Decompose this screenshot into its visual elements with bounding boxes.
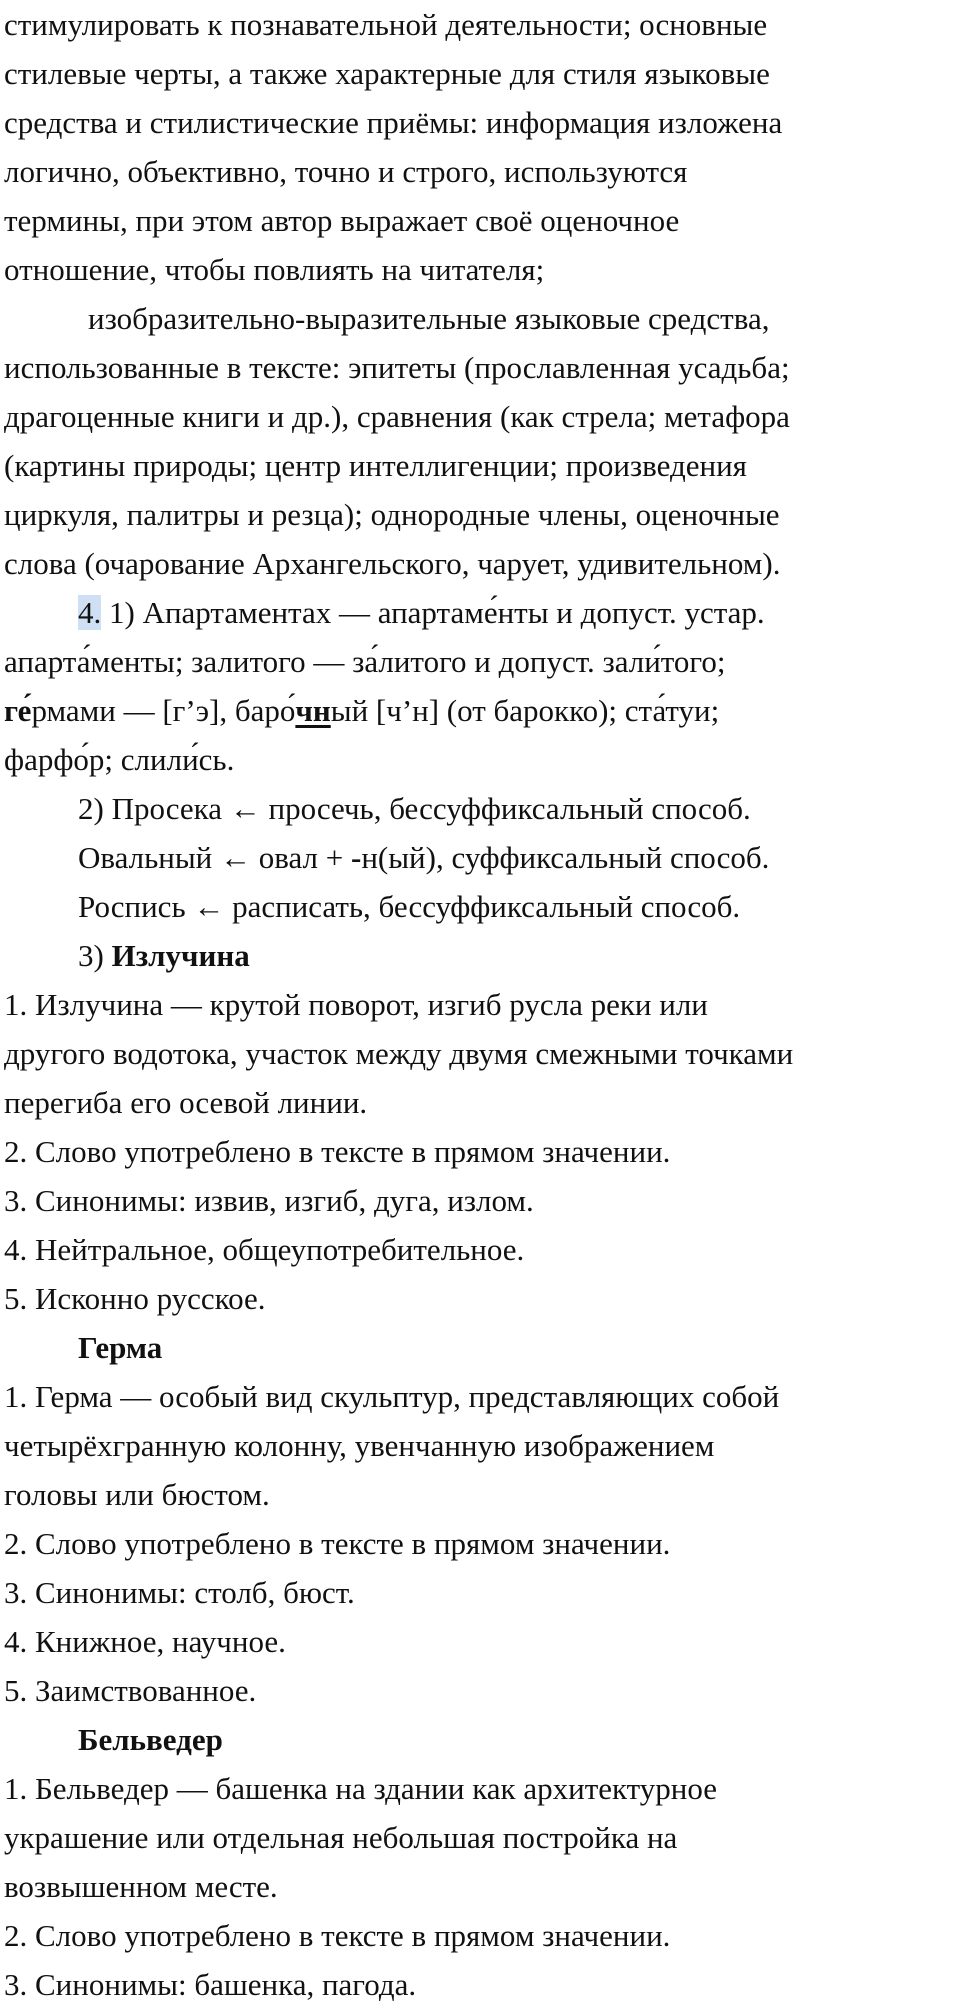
text-line: изобразительно-выразительные языковые средства, xyxy=(88,301,770,336)
text-line: 1. Излучина — крутой поворот, изгиб русла реки или xyxy=(4,987,708,1022)
task-4-accents xyxy=(4,588,956,784)
bold-segment: ге́ xyxy=(4,693,32,728)
text-line: использованные в тексте: эпитеты (прославленная усадьба; xyxy=(4,350,790,385)
text-line: отношение, чтобы повлиять на читателя; xyxy=(4,252,545,287)
text-line: 3. Синонимы: столб, бюст. xyxy=(4,1575,355,1610)
task-4-word-formation xyxy=(4,784,956,931)
text-line: перегиба его осевой линии. xyxy=(4,1085,368,1120)
text-segment: Овальный ← овал + xyxy=(78,840,351,875)
text-line: термины, при этом автор выражает своё оценочное xyxy=(4,203,680,238)
term-izluchina xyxy=(4,980,956,1323)
text-line: драгоценные книги и др.), сравнения (как стрела; метафора xyxy=(4,399,790,434)
bold-segment: - xyxy=(350,840,362,875)
intro-paragraph xyxy=(4,0,956,294)
text-line: 2. Слово употреблено в тексте в прямом значении. xyxy=(4,1526,671,1561)
text-line: (картины природы; центр интеллигенции; произведения xyxy=(4,448,747,483)
text-line: Роспись ← расписать, бессуффиксальный способ. xyxy=(78,889,741,924)
text-line: 3. Синонимы: извив, изгиб, дуга, излом. xyxy=(4,1183,534,1218)
term-heading: Герма xyxy=(78,1330,163,1365)
text-line xyxy=(4,588,956,637)
term-belveder xyxy=(4,1715,956,2009)
task-4-lexical-analysis xyxy=(4,931,956,2009)
text-line: циркуля, палитры и резца); однородные члены, оценочные xyxy=(4,497,780,532)
text-line xyxy=(4,686,956,735)
text-line: 3. Синонимы: башенка, пагода. xyxy=(4,1967,417,2002)
text-segment: рмами — [г’э], баро́ xyxy=(31,693,296,728)
underlined-bold-segment: чн xyxy=(295,693,331,728)
text-line: средства и стилистические приёмы: информация изложена xyxy=(4,105,783,140)
text-line xyxy=(4,833,956,882)
text-line: стилевые черты, а также характерные для стиля языковые xyxy=(4,56,770,91)
document-page xyxy=(4,0,956,2009)
text-line: 2. Слово употреблено в тексте в прямом значении. xyxy=(4,1134,671,1169)
section-heading xyxy=(4,931,956,980)
expressive-means-paragraph xyxy=(4,294,956,588)
text-line: 5. Исконно русское. xyxy=(4,1281,266,1316)
text-line: фарфо́р; слили́сь. xyxy=(4,742,235,777)
text-line: 5. Заимствованное. xyxy=(4,1673,257,1708)
text-line: 4. Нейтральное, общеупотребительное. xyxy=(4,1232,525,1267)
term-heading: Бельведер xyxy=(78,1722,223,1757)
text-line: другого водотока, участок между двумя смежными точками xyxy=(4,1036,794,1071)
text-segment: н(ый), суффиксальный способ. xyxy=(361,840,770,875)
text-line: 1. Герма — особый вид скульптур, представляющих собой xyxy=(4,1379,780,1414)
text-line: 2) Просека ← просечь, бессуффиксальный способ. xyxy=(78,791,751,826)
text-line: четырёхгранную колонну, увенчанную изображением xyxy=(4,1428,715,1463)
text-segment: 3) xyxy=(78,938,112,973)
text-line: апарта́менты; залитого — за́литого и допуст. зали́того; xyxy=(4,644,726,679)
term-germa xyxy=(4,1323,956,1715)
text-line: 2. Слово употреблено в тексте в прямом значении. xyxy=(4,1918,671,1953)
text-segment: 1) Апартаментах — апартаме́нты и допуст. устар. xyxy=(101,595,765,630)
text-line: головы или бюстом. xyxy=(4,1477,270,1512)
text-line: 4. Книжное, научное. xyxy=(4,1624,286,1659)
term-heading: Излучина xyxy=(111,938,250,973)
text-line: логично, объективно, точно и строго, используются xyxy=(4,154,688,189)
text-line: слова (очарование Архангельского, чарует, удивительном). xyxy=(4,546,781,581)
text-line: 1. Бельведер — башенка на здании как архитектурное xyxy=(4,1771,718,1806)
text-line: стимулировать к познавательной деятельности; основные xyxy=(4,7,768,42)
text-line: украшение или отдельная небольшая постройка на xyxy=(4,1820,678,1855)
text-line: возвышенном месте. xyxy=(4,1869,278,1904)
task-number-highlight: 4. xyxy=(78,595,102,630)
text-segment: ый [ч’н] (от барокко); ста́туи; xyxy=(330,693,720,728)
